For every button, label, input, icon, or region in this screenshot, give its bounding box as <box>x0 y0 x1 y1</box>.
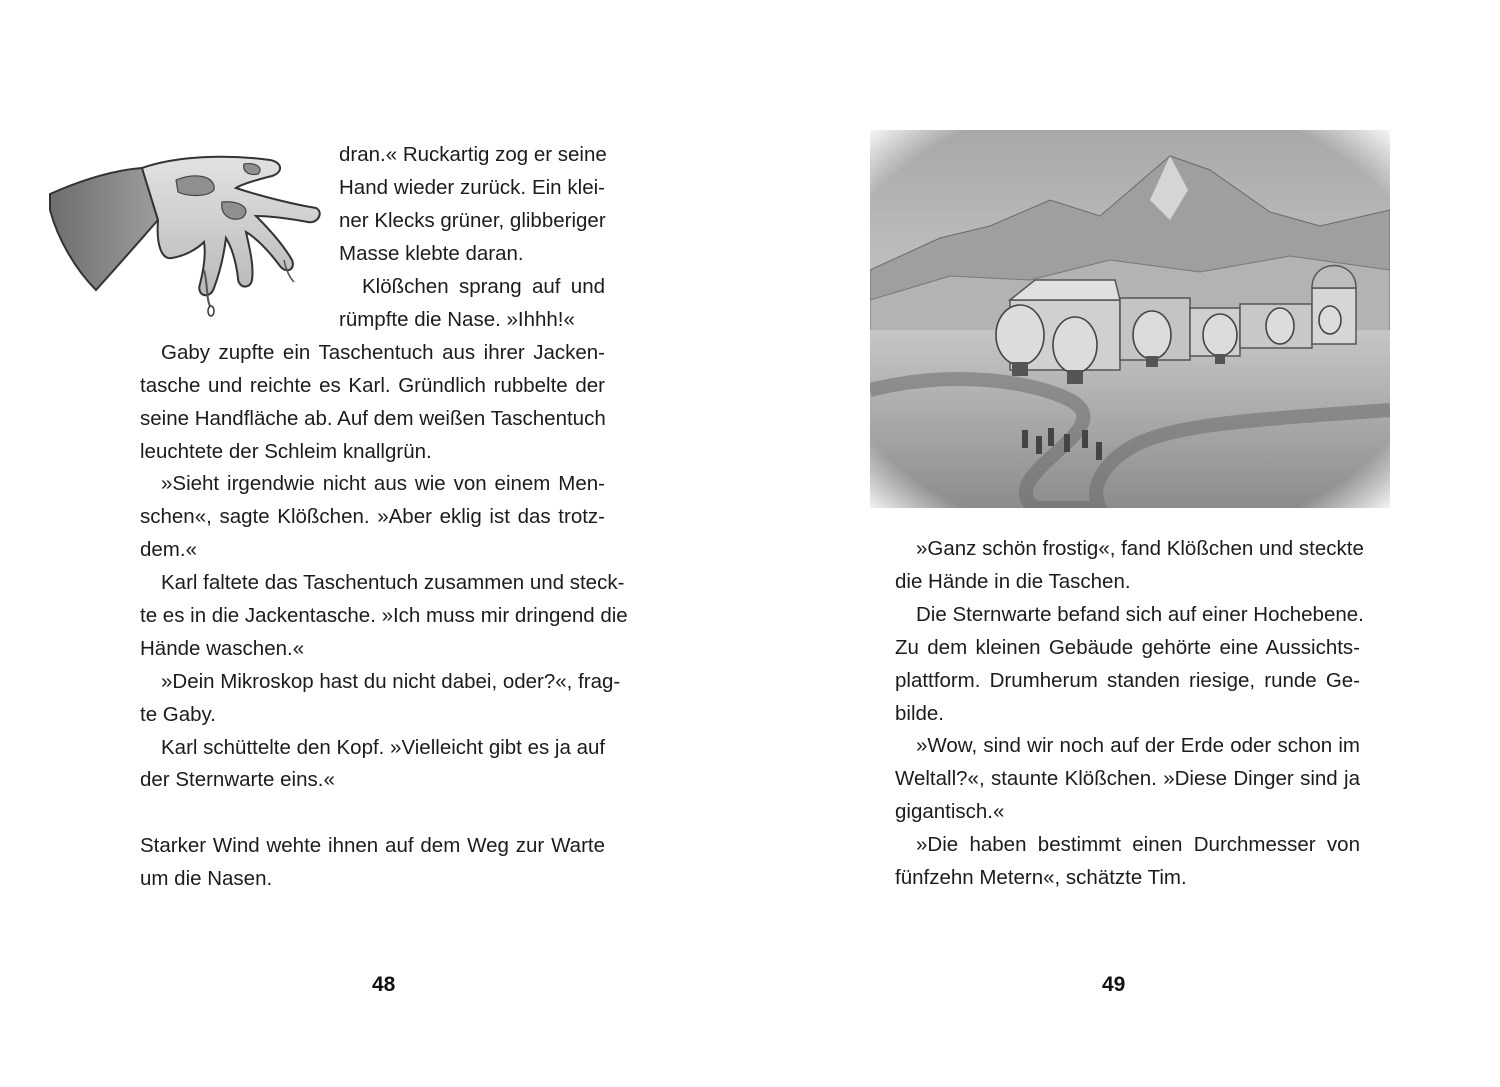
text-line: der Sternwarte eins.« <box>140 768 335 791</box>
text-line: gigantisch.« <box>895 800 1005 823</box>
text-line: Weltall?«, staunte Klößchen. »Diese Dinger sind ja <box>895 767 1360 790</box>
text-line: um die Nasen. <box>140 867 273 890</box>
text-line: Zu dem kleinen Gebäude gehörte eine Aussichts- <box>895 636 1360 659</box>
page-number: 48 <box>372 973 396 996</box>
text-line: »Dein Mikroskop hast du nicht dabei, oder?«, frag- <box>161 670 621 693</box>
right-page <box>750 0 1500 1087</box>
text-line: plattform. Drumherum standen riesige, runde Ge- <box>895 669 1360 692</box>
text-line: Die Sternwarte befand sich auf einer Hochebene. <box>916 603 1364 626</box>
text-line: rümpfte die Nase. »Ihhh!« <box>339 308 575 331</box>
text-line: »Sieht irgendwie nicht aus wie von einem Men- <box>161 472 605 495</box>
text-line: dem.« <box>140 538 197 561</box>
text-line: »Wow, sind wir noch auf der Erde oder schon im <box>916 734 1360 757</box>
text-line: Masse klebte daran. <box>339 242 524 265</box>
text-line: Hand wieder zurück. Ein klei- <box>339 176 605 199</box>
text-line: Karl faltete das Taschentuch zusammen und steck- <box>161 571 625 594</box>
text-line: die Hände in die Taschen. <box>895 570 1131 593</box>
text-line: te es in die Jackentasche. »Ich muss mir dringend die <box>140 604 628 627</box>
text-line: leuchtete der Schleim knallgrün. <box>140 440 432 463</box>
text-line: ner Klecks grüner, glibberiger <box>339 209 606 232</box>
text-line: bilde. <box>895 702 945 725</box>
text-line: te Gaby. <box>140 703 216 726</box>
text-line: fünfzehn Metern«, schätzte Tim. <box>895 866 1187 889</box>
text-line: »Die haben bestimmt einen Durchmesser von <box>916 833 1360 856</box>
text-line: seine Handfläche ab. Auf dem weißen Taschentuch <box>140 407 606 430</box>
text-line: Gaby zupfte ein Taschentuch aus ihrer Jacken- <box>161 341 605 364</box>
text-line: Karl schüttelte den Kopf. »Vielleicht gibt es ja auf <box>161 736 606 759</box>
text-line: Hände waschen.« <box>140 637 305 660</box>
observatory-landscape-icon <box>870 130 1390 508</box>
text-line: dran.« Ruckartig zog er seine <box>339 143 607 166</box>
text-line: tasche und reichte es Karl. Gründlich rubbelte der <box>140 374 605 397</box>
text-line: Starker Wind wehte ihnen auf dem Weg zur Warte <box>140 834 605 857</box>
slimy-hand-icon <box>46 150 326 320</box>
text-line: Klößchen sprang auf und <box>362 275 605 298</box>
page-number: 49 <box>1102 973 1126 996</box>
text-line: »Ganz schön frostig«, fand Klößchen und steckte <box>916 537 1364 560</box>
text-line: schen«, sagte Klößchen. »Aber eklig ist das trotz- <box>140 505 605 528</box>
